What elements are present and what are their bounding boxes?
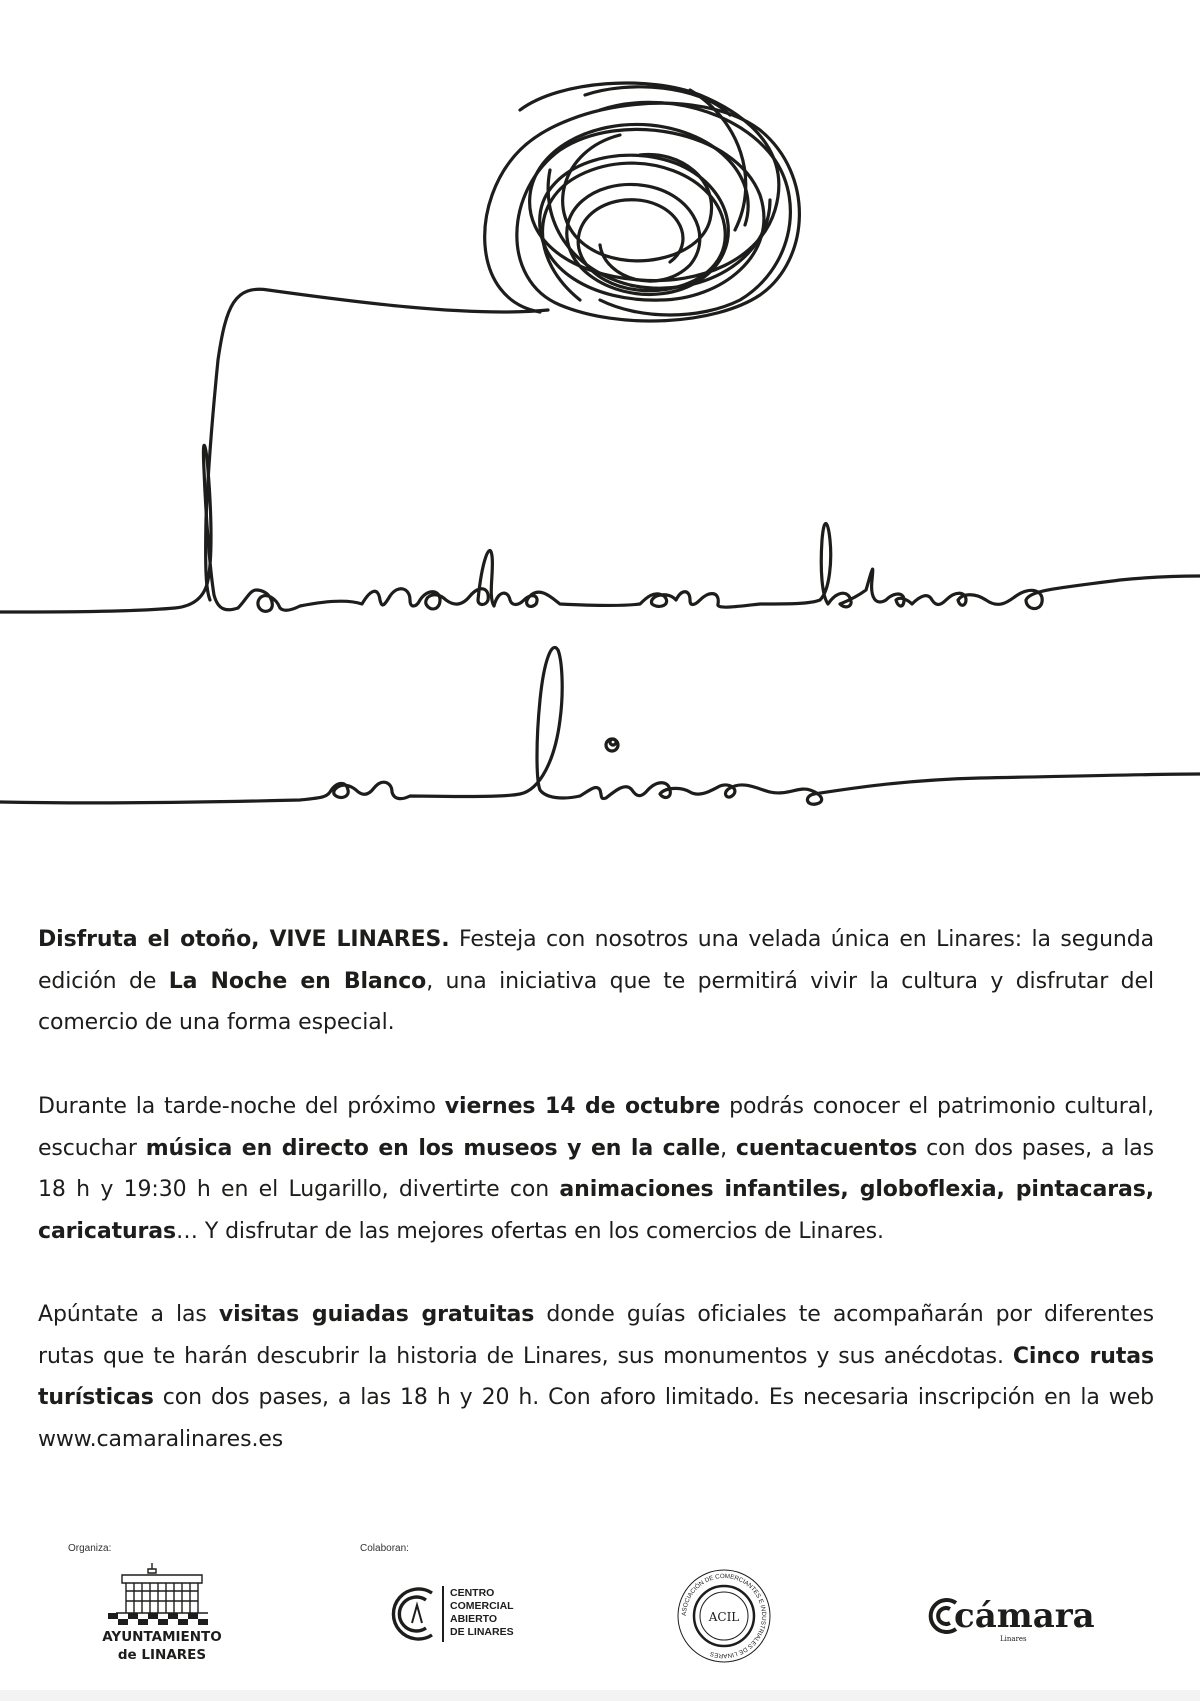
tours-paragraph: Apúntate a las visitas guiadas gratuitas donde guías oficiales te acompañarán por diferentes rutas que te harán descubrir la historia de Linares, sus monumentos y sus anécdotas. Cinco rutas turísticas con dos pases, a las 18 h y 20 h. Con aforo limitado. Es necesaria inscripción en la web www.camaralinares.es — [38, 1302, 1154, 1452]
intro-paragraph: Disfruta el otoño, VIVE LINARES. Festeja con nosotros una velada única en Linares: la segunda edición de La Noche en Blanco, una iniciativa que te permitirá vivir la cultura y disfrutar del comercio de una forma especial. — [38, 927, 1154, 1035]
cca-line-3: ABIERTO — [450, 1613, 498, 1625]
acil-mark: ACIL — [708, 1610, 740, 1624]
la-noche-en-blanco-script — [0, 445, 1200, 612]
title-line-drawing — [0, 0, 1200, 820]
camara-linares-logo — [926, 1585, 1096, 1647]
intro-lead: Disfruta el otoño, VIVE LINARES. — [38, 927, 450, 952]
acil-association-logo — [676, 1568, 772, 1664]
acil-ring-text: ASOCIACIÓN DE COMERCIANTES E INDUSTRIALES DE LINARES — [680, 1572, 768, 1660]
music-highlight: música en directo en los museos y en la calle — [145, 1135, 721, 1161]
organiza-label: Organiza: — [68, 1543, 112, 1554]
program-paragraph: Durante la tarde-noche del próximo viernes 14 de octubre podrás conocer el patrimonio cultural, escuchar música en directo en los museos y en la calle, cuentacuentos con dos pases, a las 18 h y 19:30 h en el Lugarillo, divertirte con animaciones infantiles, globoflexia, pintacaras, caricaturas… Y disfrutar de las mejores ofertas en los comercios de Linares. — [38, 1094, 1155, 1244]
guided-tours-highlight: visitas guiadas gratuitas — [218, 1302, 535, 1327]
colaboran-label: Colaboran: — [360, 1543, 409, 1554]
event-date: viernes 14 de octubre — [444, 1094, 721, 1119]
camara-name: cámara — [954, 1596, 1095, 1636]
ayuntamiento-logo — [96, 1561, 228, 1669]
camara-sub: Linares — [1000, 1635, 1027, 1643]
kids-activities-highlight: animaciones infantiles, globoflexia, pintacaras, caricaturas — [38, 1177, 1154, 1244]
storytelling-highlight: cuentacuentos — [735, 1135, 918, 1161]
website-link[interactable]: www.camaralinares.es — [38, 1426, 284, 1452]
centro-comercial-logo — [388, 1583, 528, 1645]
ayuntamiento-text: AYUNTAMIENTO — [102, 1629, 222, 1645]
event-name: La Noche en Blanco — [168, 968, 427, 994]
routes-highlight: Cinco rutas turísticas — [38, 1343, 1154, 1410]
connector-line-drawing — [206, 289, 548, 600]
cca-line-1: CENTRO — [450, 1587, 495, 1599]
en-linares-script — [0, 647, 1200, 804]
cca-line-2: COMERCIAL — [450, 1600, 514, 1612]
linares-text: de LINARES — [117, 1647, 207, 1663]
bottom-edge — [0, 1690, 1200, 1701]
cca-line-4: DE LINARES — [450, 1626, 514, 1638]
scribble-ball-drawing — [485, 83, 800, 321]
